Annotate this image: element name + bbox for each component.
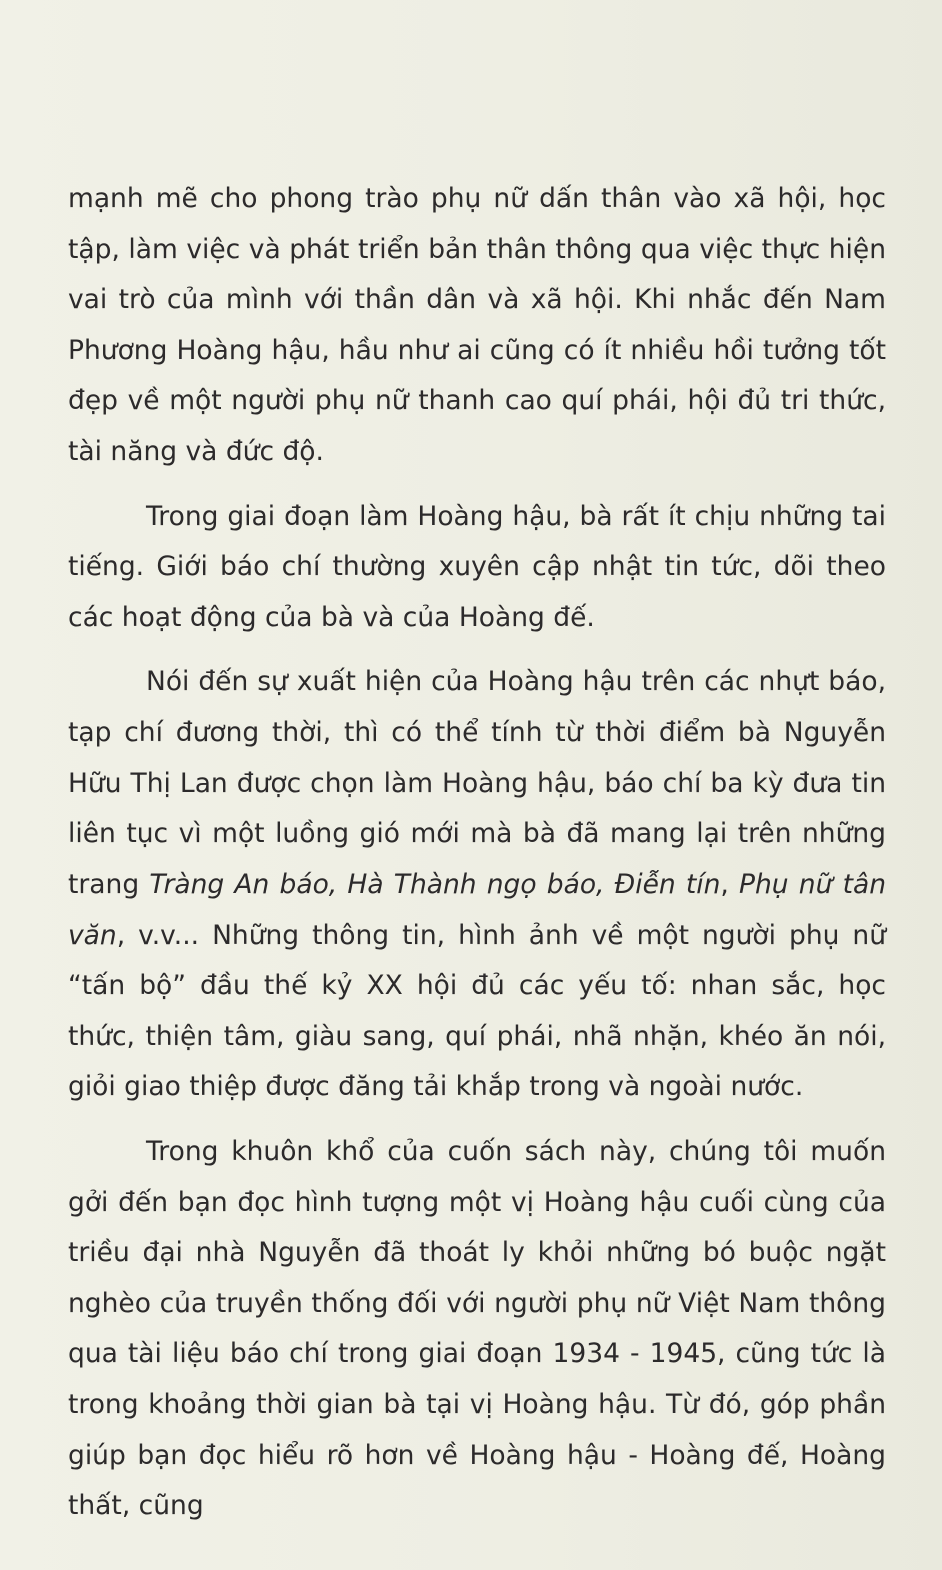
paragraph-3-text-b: , v.v... Những thông tin, hình ảnh về một người phụ nữ “tấn bộ” đầu thế kỷ XX hội đủ các yếu tố: nhan sắc, học thức, thiện tâm, giàu sang, quí phái, nhã nhặn, khéo ăn nói, giỏi giao thiệp được đăng tải khắp trong và ngoài nước. (68, 919, 886, 1103)
body-text (68, 174, 886, 1532)
paragraph-1-text: mạnh mẽ cho phong trào phụ nữ dấn thân vào xã hội, học tập, làm việc và phát triển bản thân thông qua việc thực hiện vai trò của mình với thần dân và xã hội. Khi nhắc đến Nam Phương Hoàng hậu, hầu như ai cũng có ít nhiều hồi tưởng tốt đẹp về một người phụ nữ thanh cao quí phái, hội đủ tri thức, tài năng và đức độ. (68, 183, 886, 468)
paragraph-2-text: Trong giai đoạn làm Hoàng hậu, bà rất ít chịu những tai tiếng. Giới báo chí thường xuyên cập nhật tin tức, dõi theo các hoạt động của bà và của Hoàng đế. (68, 500, 886, 633)
paragraph-4-text: Trong khuôn khổ của cuốn sách này, chúng tôi muốn gởi đến bạn đọc hình tượng một vị Hoàng hậu cuối cùng của triều đại nhà Nguyễn đã thoát ly khỏi những bó buộc ngặt nghèo của truyền thống đối với người phụ nữ Việt Nam thông qua tài liệu báo chí trong giai đoạn 1934 - 1945, cũng tức là trong khoảng thời gian bà tại vị Hoàng hậu. Từ đó, góp phần giúp bạn đọc hiểu rõ hơn về Hoàng hậu - Hoàng đế, Hoàng thất, cũng (68, 1135, 886, 1522)
paragraph-4 (68, 1127, 886, 1532)
paragraph-3 (68, 657, 886, 1112)
paragraph-1 (68, 174, 886, 478)
paragraph-2 (68, 492, 886, 644)
paragraph-3-text-a: Nói đến sự xuất hiện của Hoàng hậu trên các nhựt báo, tạp chí đương thời, thì có thể tính từ thời điểm bà Nguyễn Hữu Thị Lan được chọn làm Hoàng hậu, báo chí ba kỳ đưa tin liên tục vì một luồng gió mới mà bà đã mang lại trên những trang (68, 666, 886, 900)
newspaper-titles-italic: Tràng An báo, Hà Thành ngọ báo, Điễn tín (149, 868, 721, 900)
paragraph-3-separator: , (720, 868, 740, 900)
phu-nu-tan-van-italic: Phụ nữ tân văn (68, 868, 886, 951)
